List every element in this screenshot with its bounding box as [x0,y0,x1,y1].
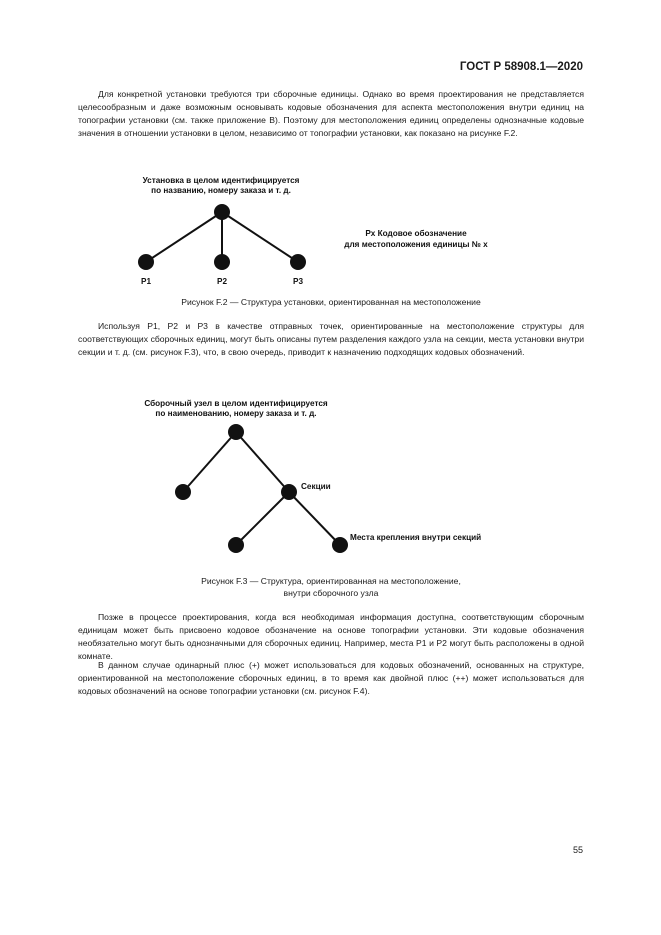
f2-edge-p1 [146,212,222,262]
f3-mount-label: Места крепления внутри секций [350,533,482,542]
f2-edge-p3 [222,212,298,262]
f2-node-p1 [138,254,154,270]
f3-node-mount-right [332,537,348,553]
f2-label-p2: P2 [216,277,228,286]
paragraph-2: Используя P1, P2 и P3 в качестве отправных точек, ориентированные на местоположение структуры для соответствующих сборочных единиц, могут быть описаны путем разделения каждого узла на секции, места установки внутри секции и т. д. (см. рисунок F.3), что, в свою очередь, приводит к назначению подходящих кодовых обозначений. [78,321,584,358]
f3-node-section [281,484,297,500]
f2-top-label-line1: Установка в целом идентифицируется [142,176,300,185]
f3-section-label: Секции [301,482,331,491]
f3-top-label-line1: Сборочный узел в целом идентифицируется [144,399,328,408]
f3-edge-mount-left [236,492,289,545]
f2-side-label-line1: Px Кодовое обозначение [365,229,467,238]
f2-side-label-line2: для местоположения единицы № x [344,240,488,249]
f2-top-label-line2: по названию, номеру заказа и т. д. [151,186,291,195]
figure-f3-caption-line2: внутри сборочного узла [283,588,379,598]
f2-node-p2 [214,254,230,270]
f3-edge-section [236,432,289,492]
figure-f3-caption-line1: Рисунок F.3 — Структура, ориентированная на местоположение, [201,576,461,586]
f3-node-mount-left [228,537,244,553]
document-id: ГОСТ Р 58908.1—2020 [459,61,583,73]
paragraph-3: Позже в процессе проектирования, когда вся необходимая информация доступна, соответствующим сборочным единицам может быть присвоено кодовое обозначение на основе топографии установки. Эти кодовые обозначения необязательно могут быть однозначными для сборочных единиц. Например, места P1 и P2 могут быть расположены в одной комнате. [78,612,584,662]
page-number: 55 [572,845,583,855]
f2-label-p3: P3 [292,277,304,286]
f2-label-p1: P1 [140,277,152,286]
f3-node-left [175,484,191,500]
f3-top-label-line2: по наименованию, номеру заказа и т. д. [155,409,317,418]
f3-root-node [228,424,244,440]
f3-edge-mount-right [289,492,340,545]
paragraph-1: Для конкретной установки требуются три сборочные единицы. Однако во время проектирования не представляется целесообразным и даже возможным основывать кодовые обозначения для аспекта местоположения внутри единиц на топографии установки (см. также приложение B). Поэтому для местоположения единиц определены однозначные кодовые значения в отношении установки в целом, независимо от топографии установки, как показано на рисунке F.2. [78,89,584,139]
f2-root-node [214,204,230,220]
paragraph-4: В данном случае одинарный плюс (+) может использоваться для кодовых обозначений, основанных на структуре, ориентированной на местоположение сборочных единиц, в то время как двойной плюс (++) может использоваться для кодовых обозначений на основе топографии установки (см. рисунок F.4). [78,660,584,697]
figure-f2-tree [138,204,306,270]
f2-node-p3 [290,254,306,270]
f3-edge-left [183,432,236,492]
figure-f2-caption: Рисунок F.2 — Структура установки, ориентированная на местоположение [181,297,481,307]
